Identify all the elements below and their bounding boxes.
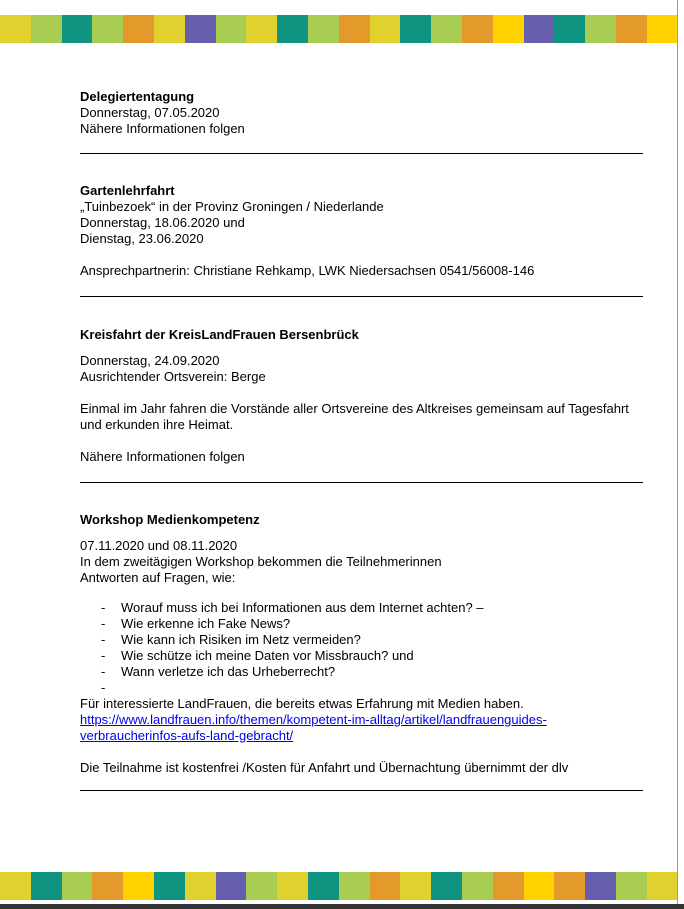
stripe-square: [123, 872, 154, 900]
stripe-square: [524, 872, 555, 900]
window-bottom-bar: [0, 904, 684, 909]
dash-bullet: -: [101, 632, 106, 647]
document-content: [80, 89, 643, 791]
event-workshop-medienkompetenz: [80, 512, 643, 776]
stripe-square: [62, 15, 93, 43]
stripe-square: [185, 15, 216, 43]
dash-bullet: -: [101, 680, 106, 695]
question-text: Worauf muss ich bei Informationen aus dem Internet achten? –: [121, 600, 484, 615]
event-link[interactable]: [80, 712, 643, 744]
question-text: Wie erkenne ich Fake News?: [121, 616, 291, 631]
event-title: Delegiertentagung: [80, 89, 195, 104]
event-info: Nähere Informationen folgen: [80, 121, 245, 136]
stripe-square: [246, 872, 277, 900]
stripe-square: [493, 872, 524, 900]
stripe-square: [462, 872, 493, 900]
stripe-square: [308, 15, 339, 43]
question-list: [80, 600, 643, 696]
stripe-square: [339, 872, 370, 900]
stripe-square: [0, 872, 31, 900]
stripe-square: [616, 872, 647, 900]
stripe-square: [400, 15, 431, 43]
dash-bullet: -: [101, 664, 106, 679]
decorative-color-stripe-top: [0, 15, 678, 43]
event-text: In dem zweitägigen Workshop bekommen die Teilnehmerinnen: [80, 554, 442, 569]
list-item: [80, 616, 643, 632]
decorative-color-stripe-bottom: [0, 872, 678, 900]
question-text: Wie kann ich Risiken im Netz vermeiden?: [121, 632, 361, 647]
dash-bullet: -: [101, 616, 106, 631]
stripe-square: [216, 872, 247, 900]
stripe-square: [154, 15, 185, 43]
stripe-square: [31, 15, 62, 43]
dash-bullet: -: [101, 600, 106, 615]
stripe-square: [400, 872, 431, 900]
stripe-square: [524, 15, 555, 43]
stripe-square: [277, 15, 308, 43]
stripe-square: [462, 15, 493, 43]
stripe-square: [308, 872, 339, 900]
event-audience: Für interessierte LandFrauen, die bereits etwas Erfahrung mit Medien haben.: [80, 696, 524, 711]
stripe-square: [92, 872, 123, 900]
event-contact: Ansprechpartnerin: Christiane Rehkamp, LWK Niedersachsen 0541/56008-146: [80, 263, 535, 278]
stripe-square: [370, 15, 401, 43]
stripe-square: [493, 15, 524, 43]
section-divider: [80, 790, 643, 791]
dash-bullet: -: [101, 648, 106, 663]
question-text: Wann verletze ich das Urheberrecht?: [121, 664, 336, 679]
stripe-square: [431, 872, 462, 900]
event-date: Donnerstag, 07.05.2020: [80, 105, 220, 120]
event-date: Donnerstag, 18.06.2020 und: [80, 215, 245, 230]
stripe-square: [185, 872, 216, 900]
stripe-square: [616, 15, 647, 43]
event-title: Gartenlehrfahrt: [80, 183, 175, 198]
event-location: „Tuinbezoek“ in der Provinz Groningen / Niederlande: [80, 199, 384, 214]
event-organizer: Ausrichtender Ortsverein: Berge: [80, 369, 266, 384]
stripe-square: [154, 872, 185, 900]
stripe-square: [554, 15, 585, 43]
event-gartenlehrfahrt: [80, 183, 643, 279]
event-cost: Die Teilnahme ist kostenfrei /Kosten für Anfahrt und Übernachtung übernimmt der dlv: [80, 760, 569, 775]
stripe-square: [585, 872, 616, 900]
event-date: Donnerstag, 24.09.2020: [80, 353, 220, 368]
list-item: [80, 648, 643, 664]
event-info: Nähere Informationen folgen: [80, 449, 245, 464]
event-kreisfahrt: [80, 327, 643, 465]
stripe-square: [62, 872, 93, 900]
event-delegiertentagung: [80, 89, 643, 137]
stripe-square: [277, 872, 308, 900]
stripe-square: [31, 872, 62, 900]
stripe-square: [431, 15, 462, 43]
stripe-square: [339, 15, 370, 43]
event-title: Kreisfahrt der KreisLandFrauen Bersenbrück: [80, 327, 359, 342]
event-text: Antworten auf Fragen, wie:: [80, 570, 236, 585]
list-item: [80, 664, 643, 680]
stripe-square: [0, 15, 31, 43]
link-line[interactable]: verbraucherinfos-aufs-land-gebracht/: [80, 728, 294, 743]
stripe-square: [216, 15, 247, 43]
stripe-square: [585, 15, 616, 43]
stripe-square: [246, 15, 277, 43]
page-edge: [677, 0, 684, 909]
stripe-square: [554, 872, 585, 900]
stripe-square: [647, 872, 678, 900]
event-date: 07.11.2020 und 08.11.2020: [80, 538, 238, 553]
link-line[interactable]: https://www.landfrauen.info/themen/kompetent-im-alltag/artikel/landfrauenguides-: [80, 712, 547, 727]
stripe-square: [370, 872, 401, 900]
list-item: [80, 632, 643, 648]
stripe-square: [647, 15, 678, 43]
event-date: Dienstag, 23.06.2020: [80, 231, 204, 246]
stripe-square: [123, 15, 154, 43]
stripe-square: [92, 15, 123, 43]
question-text: Wie schütze ich meine Daten vor Missbrauch? und: [121, 648, 414, 663]
list-item: [80, 680, 643, 696]
event-title: Workshop Medienkompetenz: [80, 512, 260, 527]
event-description: Einmal im Jahr fahren die Vorstände aller Ortsvereine des Altkreises gemeinsam auf Tagesfahrt und erkunden ihre Heimat.: [80, 401, 629, 432]
list-item: [80, 600, 643, 616]
